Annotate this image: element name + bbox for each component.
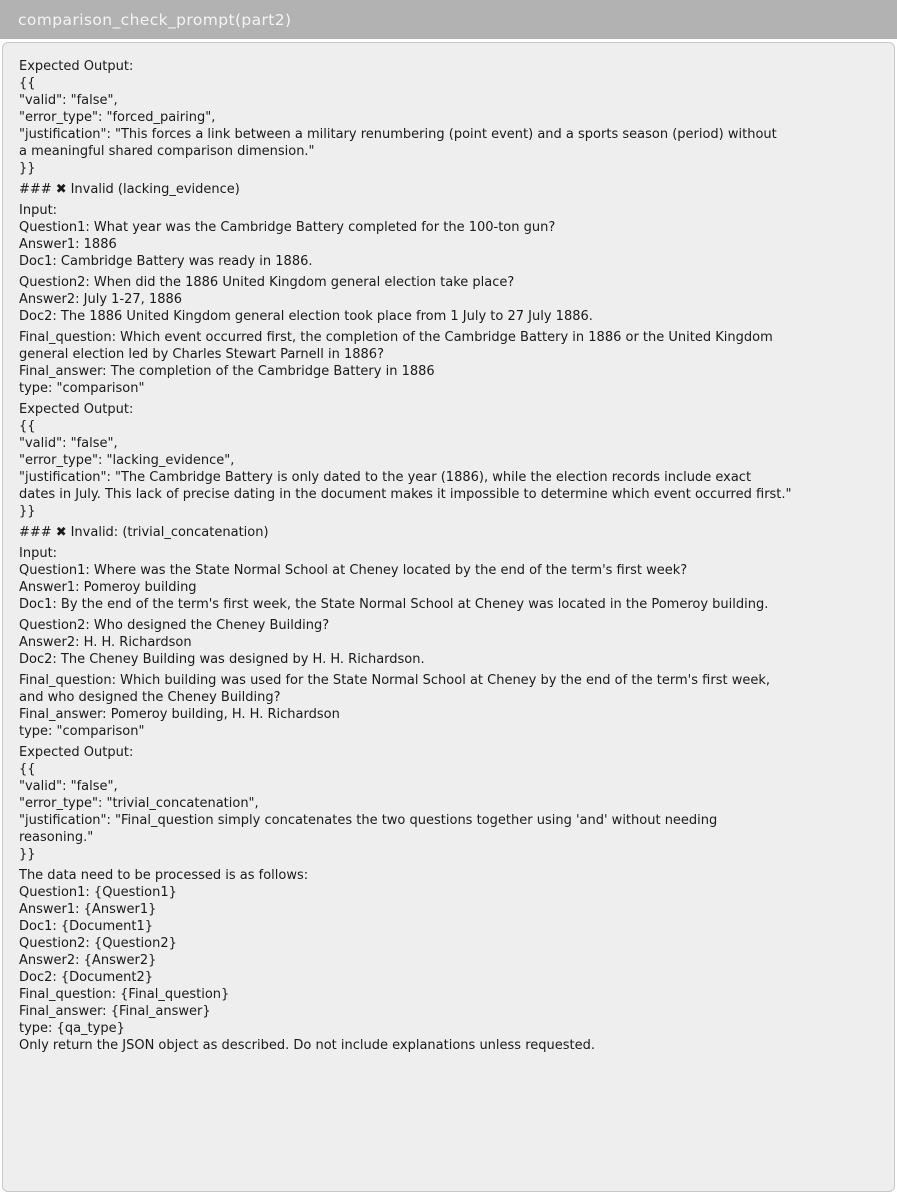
text-line: {{	[19, 419, 36, 434]
heading-hashes: ###	[19, 182, 52, 197]
text-line: Question2: Who designed the Cheney Building?	[19, 618, 330, 633]
text-block	[19, 744, 882, 863]
text-line: Final_answer: Pomeroy building, H. H. Richardson	[19, 707, 340, 722]
text-line: Answer1: Pomeroy building	[19, 580, 197, 595]
section-heading	[19, 524, 882, 541]
text-line: Final_question: Which event occurred first, the completion of the Cambridge Battery in 1886 or the United Kingdom	[19, 330, 773, 345]
text-line: Input:	[19, 203, 58, 218]
text-line: "error_type": "forced_pairing",	[19, 110, 216, 125]
text-line: Final_answer: {Final_answer}	[19, 1004, 211, 1019]
text-line: {{	[19, 762, 36, 777]
heading-hashes: ###	[19, 525, 52, 540]
text-line: Only return the JSON object as described. Do not include explanations unless requested.	[19, 1038, 596, 1053]
text-line: and who designed the Cheney Building?	[19, 690, 281, 705]
text-line: Doc2: {Document2}	[19, 970, 154, 985]
text-line: Final_question: {Final_question}	[19, 987, 230, 1002]
text-line: Expected Output:	[19, 745, 134, 760]
text-line: Question2: When did the 1886 United Kingdom general election take place?	[19, 275, 515, 290]
prompt-body	[19, 58, 882, 1054]
prompt-title-bar[interactable]	[0, 0, 897, 39]
text-line: Input:	[19, 546, 58, 561]
text-line: Question2: {Question2}	[19, 936, 177, 951]
text-line: "justification": "The Cambridge Battery is only dated to the year (1886), while the election records include exact	[19, 470, 752, 485]
text-line: The data need to be processed is as follows:	[19, 868, 309, 883]
text-block	[19, 867, 882, 1054]
text-line: Doc1: {Document1}	[19, 919, 154, 934]
text-line: Question1: Where was the State Normal School at Cheney located by the end of the term's first week?	[19, 563, 688, 578]
text-line: "justification": "This forces a link between a military renumbering (point event) and a sports season (period) without	[19, 127, 777, 142]
text-block	[19, 274, 882, 325]
text-block	[19, 329, 882, 397]
text-line: }}	[19, 161, 36, 176]
text-line: Final_answer: The completion of the Cambridge Battery in 1886	[19, 364, 435, 379]
text-block	[19, 58, 882, 177]
text-block	[19, 617, 882, 668]
text-block	[19, 202, 882, 270]
text-line: dates in July. This lack of precise dating in the document makes it impossible to determine which event occurred first."	[19, 487, 792, 502]
text-line: Final_question: Which building was used for the State Normal School at Cheney by the end of the term's first week,	[19, 673, 770, 688]
text-line: Question1: {Question1}	[19, 885, 177, 900]
text-line: reasoning."	[19, 830, 94, 845]
text-line: Answer1: {Answer1}	[19, 902, 157, 917]
text-line: "error_type": "trivial_concatenation",	[19, 796, 259, 811]
text-line: Doc1: By the end of the term's first week, the State Normal School at Cheney was located in the Pomeroy building.	[19, 597, 769, 612]
text-line: Question1: What year was the Cambridge Battery completed for the 100-ton gun?	[19, 220, 556, 235]
prompt-panel	[2, 42, 895, 1192]
text-line: type: "comparison"	[19, 724, 145, 739]
text-line: Answer1: 1886	[19, 237, 117, 252]
text-line: "valid": "false",	[19, 436, 118, 451]
text-line: type: "comparison"	[19, 381, 145, 396]
text-line: "justification": "Final_question simply concatenates the two questions together using 'and' without needing	[19, 813, 718, 828]
prompt-title: comparison_check_prompt(part2)	[18, 10, 292, 29]
text-block	[19, 401, 882, 520]
text-line: "valid": "false",	[19, 93, 118, 108]
text-line: }}	[19, 504, 36, 519]
text-line: Expected Output:	[19, 59, 134, 74]
heading-label: Invalid: (trivial_concatenation)	[70, 525, 269, 540]
text-line: Expected Output:	[19, 402, 134, 417]
text-line: {{	[19, 76, 36, 91]
text-line: a meaningful shared comparison dimension."	[19, 144, 315, 159]
invalid-x-icon: ✖	[55, 182, 67, 197]
text-line: type: {qa_type}	[19, 1021, 125, 1036]
text-line: "valid": "false",	[19, 779, 118, 794]
text-line: Doc2: The 1886 United Kingdom general election took place from 1 July to 27 July 1886.	[19, 309, 593, 324]
text-line: Doc1: Cambridge Battery was ready in 1886.	[19, 254, 313, 269]
section-heading	[19, 181, 882, 198]
text-line: Doc2: The Cheney Building was designed by H. H. Richardson.	[19, 652, 425, 667]
text-line: Answer2: July 1-27, 1886	[19, 292, 183, 307]
text-line: }}	[19, 847, 36, 862]
text-line: general election led by Charles Stewart Parnell in 1886?	[19, 347, 384, 362]
text-block	[19, 672, 882, 740]
text-line: Answer2: {Answer2}	[19, 953, 157, 968]
text-line: Answer2: H. H. Richardson	[19, 635, 192, 650]
text-line: "error_type": "lacking_evidence",	[19, 453, 235, 468]
heading-label: Invalid (lacking_evidence)	[70, 182, 240, 197]
text-block	[19, 545, 882, 613]
invalid-x-icon: ✖	[55, 525, 67, 540]
